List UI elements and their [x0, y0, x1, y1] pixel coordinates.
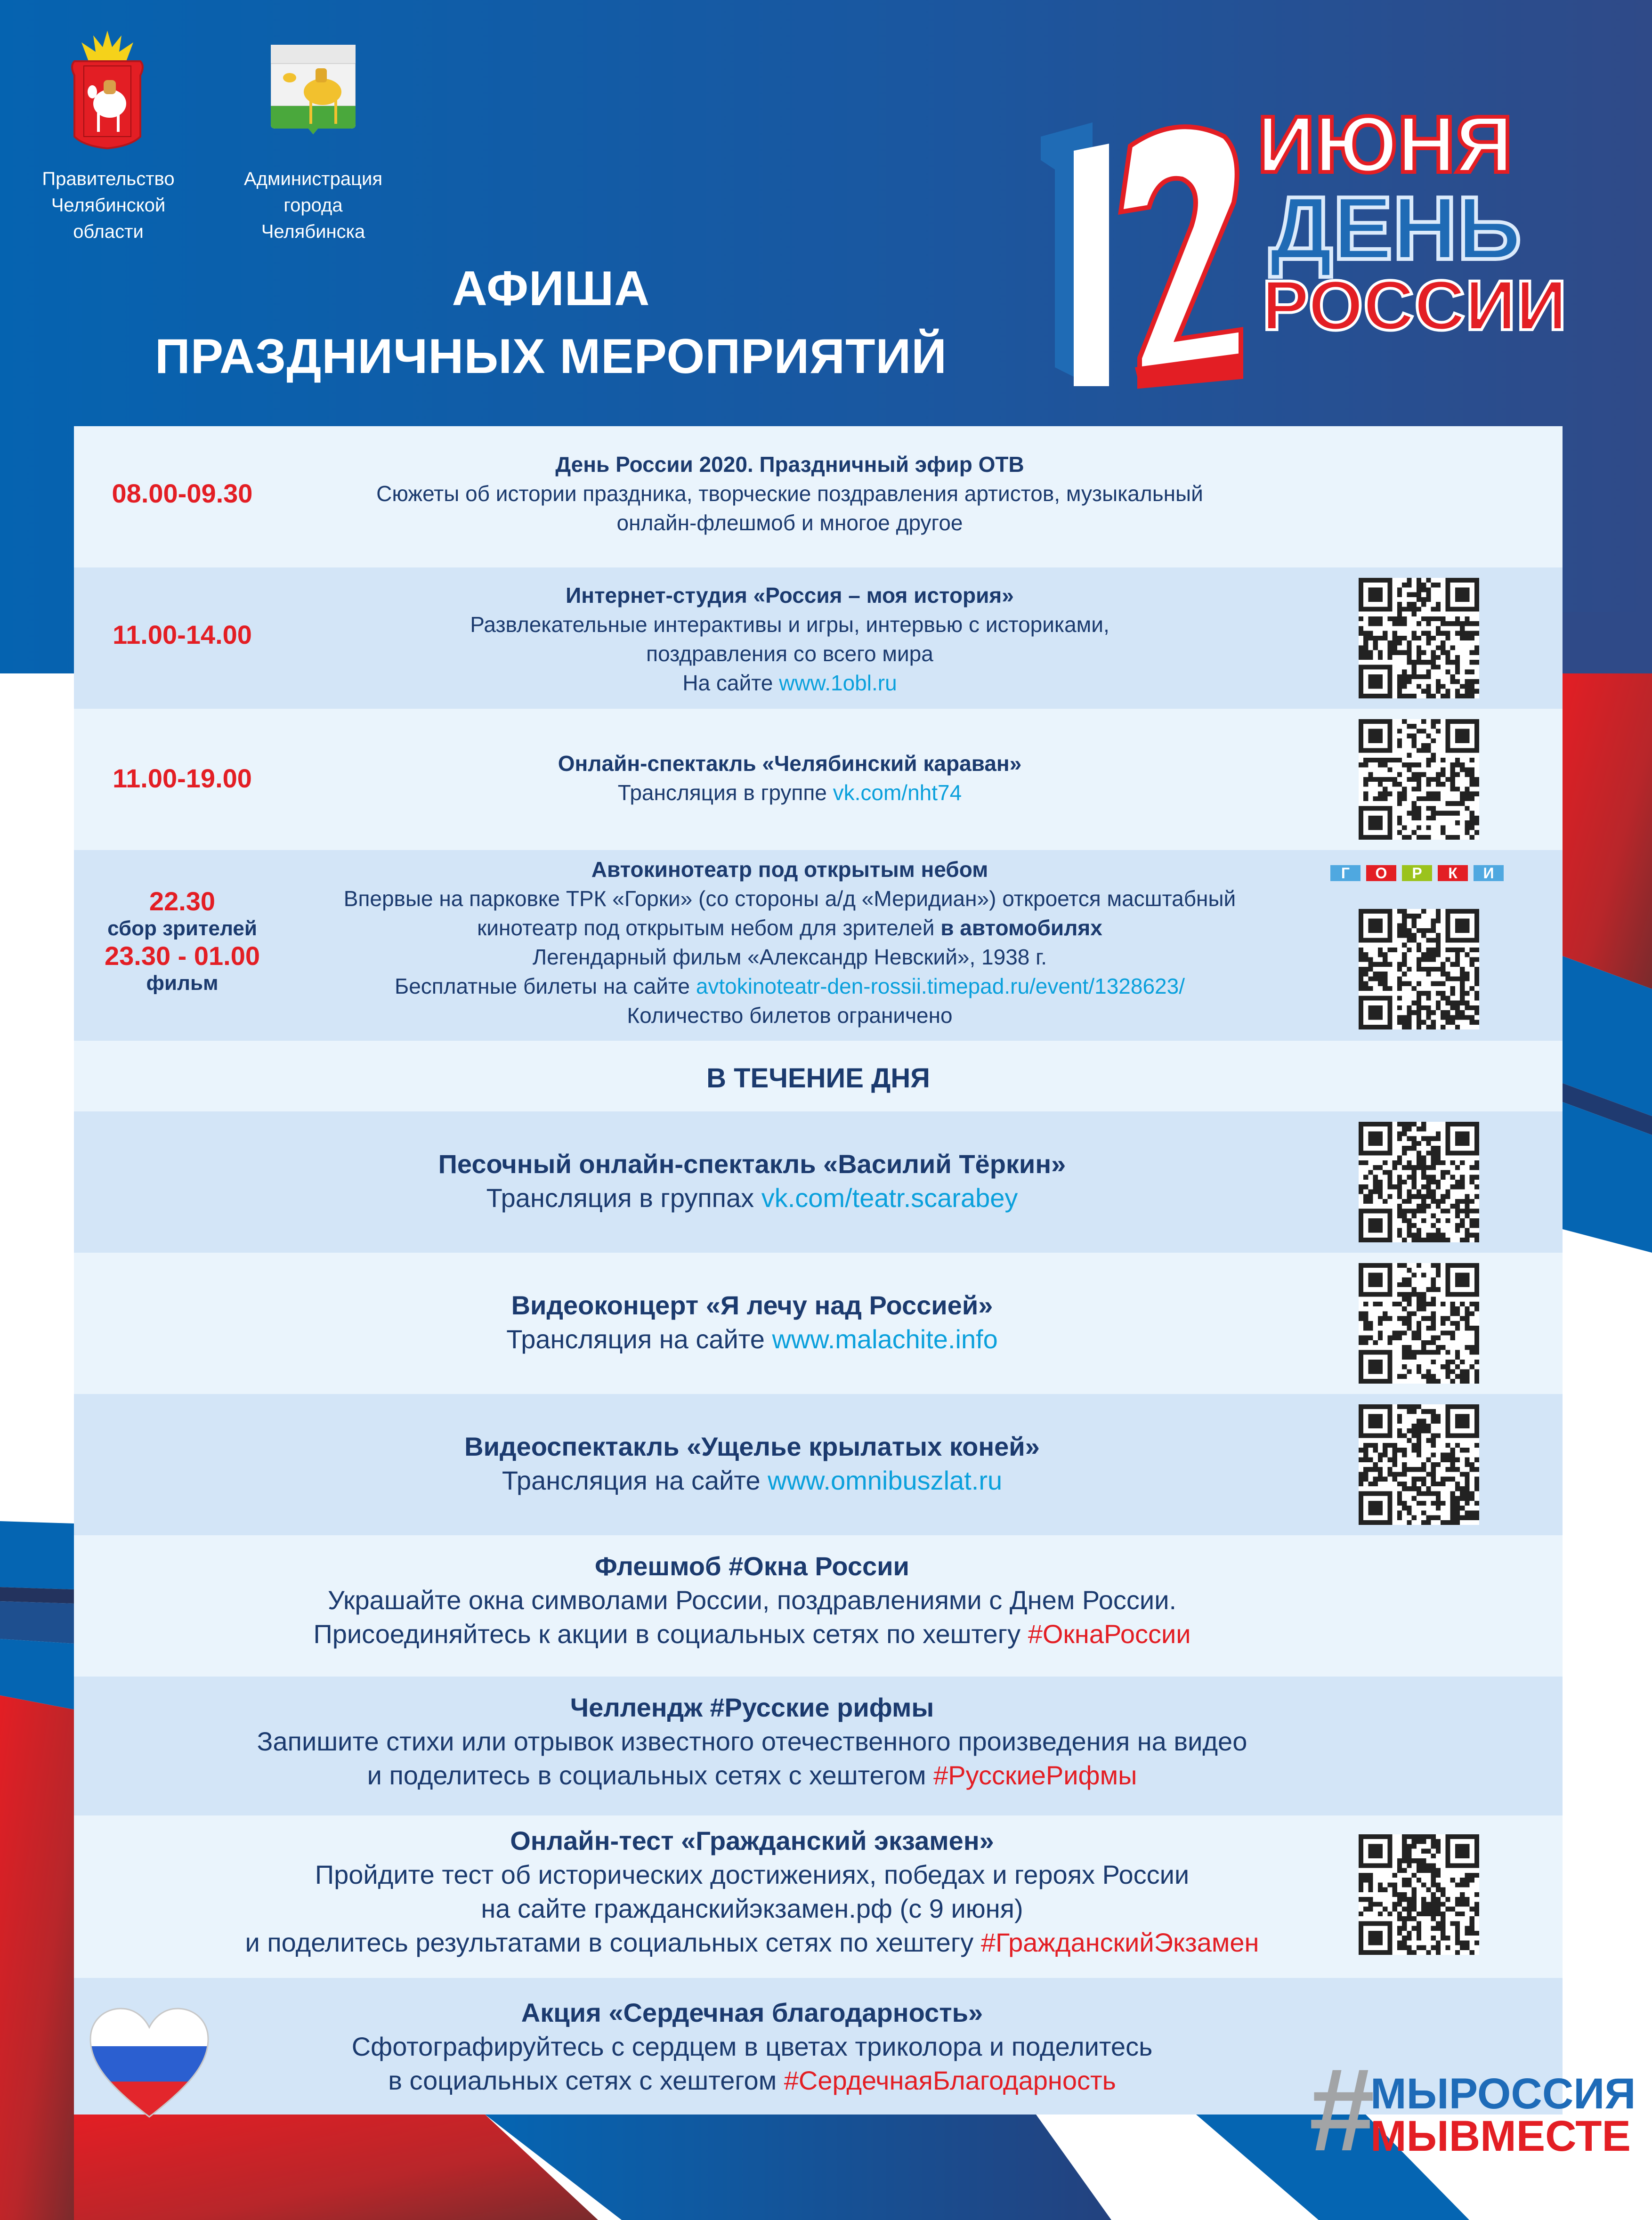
- event-row: [74, 1111, 1563, 1253]
- event-desc: Пройдите тест об исторических достижениях, победах и героях России: [315, 1860, 1190, 1889]
- org-city-label: [221, 166, 405, 245]
- event-desc: на сайте гражданскийэкзамен.рф (с 9 июня): [481, 1894, 1023, 1923]
- event-title: Интернет-студия «Россия – моя история»: [566, 583, 1014, 608]
- event-content: [74, 1430, 1430, 1498]
- event-time: 11.00-14.00: [113, 620, 252, 649]
- event-desc: [74, 1758, 1430, 1792]
- qr-code[interactable]: [1359, 1404, 1479, 1525]
- section-heading-row: [74, 1041, 1563, 1111]
- event-content: [281, 749, 1298, 807]
- logo-line1: МЫРОССИЯ: [1370, 2070, 1636, 2118]
- event-title: Песочный онлайн-спектакль «Василий Тёркин»: [438, 1149, 1066, 1179]
- event-row: [74, 1677, 1563, 1815]
- event-link[interactable]: vk.com/teatr.scarabey: [761, 1183, 1018, 1213]
- poster-title-line2: ПРАЗДНИЧНЫХ МЕРОПРИЯТИЙ: [155, 329, 947, 384]
- qr-code[interactable]: [1359, 1122, 1479, 1242]
- hashtag[interactable]: #РусскиеРифмы: [933, 1760, 1137, 1790]
- event-row: [74, 1815, 1563, 1978]
- qr-code[interactable]: [1359, 719, 1479, 840]
- event-row: [74, 1253, 1563, 1394]
- desc-text: в социальных сетях с хештегом: [388, 2066, 784, 2095]
- chelyabinsk-city-emblem: [271, 45, 356, 134]
- org-region-line: Правительство: [42, 169, 175, 189]
- logo-line2: МЫВМЕСТЕ: [1370, 2112, 1631, 2160]
- event-content: [74, 1691, 1430, 1792]
- logo-word-russia: РОССИИ: [1262, 266, 1567, 345]
- event-time-note: фильм: [146, 972, 219, 995]
- event-content: [74, 1288, 1430, 1356]
- event-title: Челлендж #Русские рифмы: [570, 1693, 934, 1722]
- org-region-line: Челябинской: [51, 195, 166, 216]
- event-link[interactable]: www.malachite.info: [772, 1324, 998, 1354]
- link-prefix: Трансляция в группе: [617, 780, 833, 805]
- hash-icon: #: [1309, 2044, 1375, 2175]
- gorki-letter: Р: [1402, 865, 1432, 881]
- events-panel: [74, 426, 1563, 2115]
- link-prefix: Трансляция в группах: [486, 1183, 761, 1213]
- event-desc: онлайн-флешмоб и многое другое: [616, 510, 963, 535]
- org-region-line: области: [73, 221, 144, 242]
- event-title: Онлайн-спектакль «Челябинский караван»: [558, 751, 1022, 776]
- link-prefix: Трансляция на сайте: [502, 1466, 768, 1495]
- event-content: [281, 581, 1298, 697]
- org-city-line: Администрация: [243, 169, 383, 189]
- section-heading: [74, 1062, 1563, 1095]
- event-desc: [281, 913, 1298, 942]
- event-desc: Сюжеты об истории праздника, творческие поздравления артистов, музыкальный: [376, 481, 1203, 506]
- event-time-note: сбор зрителей: [107, 917, 257, 940]
- link-prefix: Трансляция на сайте: [506, 1324, 772, 1354]
- section-heading-text: В ТЕЧЕНИЕ ДНЯ: [706, 1063, 930, 1094]
- event-time: 08.00-09.30: [112, 478, 253, 508]
- gorki-letter: Г: [1330, 865, 1360, 881]
- event-desc: Развлекательные интерактивы и игры, интервью с историками,: [470, 612, 1109, 637]
- event-title: Флешмоб #Окна России: [595, 1551, 909, 1581]
- event-time: 11.00-19.00: [113, 763, 252, 793]
- hashtag[interactable]: #СердечнаяБлагодарность: [784, 2066, 1116, 2095]
- event-link[interactable]: www.1obl.ru: [779, 671, 897, 695]
- event-desc: [74, 1617, 1430, 1651]
- gorki-logo: [1330, 865, 1504, 881]
- event-content: [281, 450, 1298, 537]
- qr-code[interactable]: [1359, 578, 1479, 698]
- event-row: [74, 567, 1563, 709]
- event-time-gathering: 22.30: [149, 886, 216, 916]
- gorki-letter: К: [1438, 865, 1468, 881]
- logo-word-june: ИЮНЯ: [1257, 100, 1513, 189]
- event-link[interactable]: www.omnibuszlat.ru: [768, 1466, 1003, 1495]
- event-time-film: 23.30 - 01.00: [104, 941, 260, 971]
- event-title: Видеоспектакль «Ущелье крылатых коней»: [464, 1432, 1040, 1461]
- event-content: [74, 1549, 1430, 1651]
- event-times: [74, 888, 291, 997]
- event-link-line: [281, 668, 1298, 697]
- event-link-line: [74, 1464, 1430, 1498]
- hashtag[interactable]: #ОкнаРоссии: [1028, 1619, 1191, 1649]
- qr-code[interactable]: [1359, 1263, 1479, 1384]
- gorki-letter: О: [1366, 865, 1396, 881]
- desc-text: и поделитесь в социальных сетях с хештегом: [367, 1760, 934, 1790]
- event-desc: Легендарный фильм «Александр Невский», 1938 г.: [532, 945, 1047, 969]
- desc-text: кинотеатр под открытым небом для зрителей: [477, 916, 941, 940]
- event-link-line: [281, 778, 1298, 807]
- chelyabinsk-region-emblem: [70, 28, 145, 151]
- event-desc: поздравления со всего мира: [646, 641, 933, 666]
- event-content: [74, 1147, 1430, 1215]
- event-desc: Запишите стихи или отрывок известного отечественного произведения на видео: [257, 1726, 1247, 1756]
- link-prefix: На сайте: [682, 671, 779, 695]
- org-region-label: [28, 166, 188, 245]
- event-desc: Сфотографируйтесь с сердцем в цветах триколора и поделитесь: [351, 2032, 1153, 2061]
- event-title: Автокинотеатр под открытым небом: [591, 857, 988, 882]
- gorki-letter: И: [1474, 865, 1504, 881]
- event-desc: Впервые на парковке ТРК «Горки» (со стороны а/д «Меридиан») откроется масштабный: [343, 886, 1236, 911]
- event-row: [74, 1394, 1563, 1535]
- event-desc: [74, 1926, 1430, 1960]
- event-link-line: [74, 1181, 1430, 1215]
- link-prefix: Бесплатные билеты на сайте: [395, 974, 696, 998]
- qr-code[interactable]: [1359, 1834, 1479, 1955]
- org-city-line: города: [283, 195, 343, 216]
- event-content: [74, 1824, 1430, 1960]
- desc-text: Присоединяйтесь к акции в социальных сетях по хештегу: [313, 1619, 1028, 1649]
- event-title: День России 2020. Праздничный эфир ОТВ: [555, 452, 1024, 477]
- event-content: [281, 855, 1298, 1030]
- event-link-line: [281, 972, 1298, 1001]
- event-row: [74, 850, 1563, 1041]
- qr-code[interactable]: [1359, 909, 1479, 1029]
- event-title: Видеоконцерт «Я лечу над Россией»: [511, 1290, 993, 1320]
- we-are-russia-logo: [1309, 2044, 1639, 2175]
- event-desc: Количество билетов ограничено: [627, 1003, 953, 1028]
- desc-text: и поделитесь результатами в социальных сетях по хештегу: [245, 1928, 981, 1957]
- logo-word-day: ДЕНЬ: [1269, 178, 1522, 278]
- event-link[interactable]: vk.com/nht74: [833, 780, 962, 805]
- event-title: Акция «Сердечная благодарность»: [521, 1998, 983, 2027]
- event-row: [74, 709, 1563, 850]
- poster-title-line1: АФИША: [452, 261, 650, 316]
- event-desc: Украшайте окна символами России, поздравлениями с Днем России.: [327, 1585, 1177, 1615]
- event-row: [74, 426, 1563, 567]
- org-city-line: Челябинска: [261, 221, 365, 242]
- desc-bold: в автомобилях: [940, 916, 1102, 940]
- event-title: Онлайн-тест «Гражданский экзамен»: [510, 1826, 994, 1855]
- hashtag[interactable]: #ГражданскийЭкзамен: [980, 1928, 1259, 1957]
- event-desc: [74, 2064, 1430, 2098]
- event-link[interactable]: avtokinoteatr-den-rossii.timepad.ru/event/1328623/: [696, 974, 1185, 998]
- russia-day-logo: [1027, 85, 1573, 391]
- event-row: [74, 1535, 1563, 1677]
- event-link-line: [74, 1322, 1430, 1356]
- event-content: [74, 1996, 1430, 2098]
